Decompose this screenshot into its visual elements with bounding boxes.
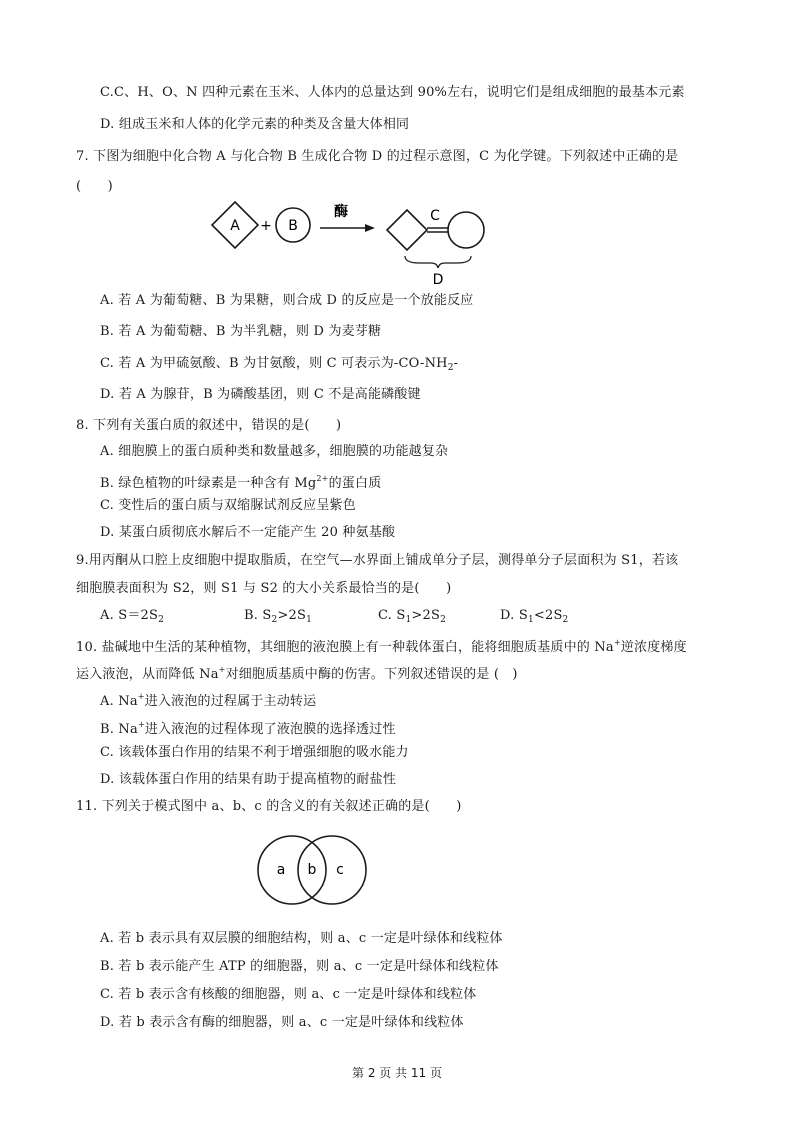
q9-option-c-sub2: 2 (440, 615, 447, 625)
q9-option-c-sub1: 1 (405, 615, 412, 625)
q10-option-a-sup: + (137, 692, 145, 701)
q11-option-c: C. 若 b 表示含有核酸的细胞器，则 a、c 一定是叶绿体和线粒体 (100, 987, 477, 1002)
q7-option-c-end: - (453, 356, 459, 371)
q11-stem: 11. 下列关于模式图中 a、b、c 的含义的有关叙述正确的是( ) (76, 799, 462, 814)
plus-sign: + (260, 218, 272, 234)
label-a: A (230, 218, 240, 234)
q7-option-a: A. 若 A 为葡萄糖、B 为果糖，则合成 D 的反应是一个放能反应 (100, 293, 474, 308)
q10-option-d: D. 该载体蛋白作用的结果有助于提高植物的耐盐性 (100, 772, 397, 787)
circle-d (448, 212, 484, 248)
q11-option-d: D. 若 b 表示含有酶的细胞器，则 a、c 一定是叶绿体和线粒体 (100, 1015, 464, 1030)
q9-option-b-text: B. S (244, 608, 272, 623)
page-footer: 第 2 页 共 11 页 (352, 1066, 442, 1080)
q7-option-b: B. 若 A 为葡萄糖、B 为半乳糖，则 D 为麦芽糖 (100, 324, 382, 339)
venn-label-b: b (307, 862, 317, 878)
q8-option-b-end: 的蛋白质 (328, 476, 382, 491)
q9-option-c (378, 607, 446, 629)
venn-label-a: a (276, 862, 286, 878)
q11-option-b: B. 若 b 表示能产生 ATP 的细胞器，则 a、c 一定是叶绿体和线粒体 (100, 959, 499, 974)
q9-option-c-mid: >2S (411, 608, 441, 623)
q8-option-b-sup: 2+ (316, 474, 329, 483)
q10-option-b-sup: + (137, 720, 145, 729)
q10-stem2-end: 对细胞质基质中酶的伤害。下列叙述错误的是 ( ) (225, 667, 518, 682)
q9-stem-line2: 细胞膜表面积为 S2，则 S1 与 S2 的大小关系最恰当的是( ) (76, 581, 452, 596)
q7-stem: 7. 下图为细胞中化合物 A 与化合物 B 生成化合物 D 的过程示意图，C 为化学键。下列叙述中正确的是 (76, 149, 679, 164)
q10-option-a-end: 进入液泡的过程属于主动转运 (144, 694, 317, 709)
q8-option-d: D. 某蛋白质彻底水解后不一定能产生 20 种氨基酸 (100, 525, 396, 540)
q11-option-a: A. 若 b 表示具有双层膜的细胞结构，则 a、c 一定是叶绿体和线粒体 (100, 931, 503, 946)
q8-option-b (100, 470, 381, 493)
diamond-d (387, 210, 427, 250)
arrow-head (365, 224, 375, 232)
q10-stem2-text: 运入液泡，从而降低 Na (76, 667, 219, 682)
brace-d (405, 256, 471, 268)
q10-stem-line2 (76, 661, 518, 684)
q7-option-c-sub: 2 (447, 363, 454, 373)
q9-option-b (244, 607, 312, 629)
bond-label-c: C (430, 208, 440, 224)
q9-option-d (500, 607, 568, 629)
q6-option-c: C.C、H、O、N 四种元素在玉米、人体内的总量达到 90%左右，说明它们是组成细胞的最基本元素 (100, 85, 685, 100)
q10-option-c: C. 该载体蛋白作用的结果不利于增强细胞的吸水能力 (100, 745, 409, 760)
q9-option-a-sub: 2 (158, 615, 165, 625)
q9-option-d-sub2: 2 (562, 615, 569, 625)
q9-option-d-text: D. S (500, 608, 528, 623)
q9-option-a (100, 607, 164, 629)
q7-option-c (100, 355, 458, 377)
q8-stem: 8. 下列有关蛋白质的叙述中，错误的是( ) (76, 418, 342, 433)
q8-option-c: C. 变性后的蛋白质与双缩脲试剂反应呈紫色 (100, 498, 356, 513)
q9-option-a-text: A. S＝2S (100, 608, 159, 623)
label-b: B (288, 218, 298, 234)
venn-label-c: c (336, 862, 344, 878)
q10-stem1-sup: + (613, 638, 621, 647)
q10-option-b-text: B. Na (100, 722, 138, 737)
q10-stem2-sup: + (218, 665, 226, 674)
q7-option-c-text: C. 若 A 为甲硫氨酸、B 为甘氨酸，则 C 可表示为-CO-NH (100, 356, 448, 371)
q10-option-b-end: 进入液泡的过程体现了液泡膜的选择透过性 (144, 722, 396, 737)
q9-option-b-mid: >2S (277, 608, 307, 623)
q6-option-d: D. 组成玉米和人体的化学元素的种类及含量大体相同 (100, 117, 410, 132)
q8-option-a: A. 细胞膜上的蛋白质种类和数量越多，细胞膜的功能越复杂 (100, 444, 449, 459)
q7-paren: ( ) (76, 179, 113, 194)
q9-option-d-sub1: 1 (527, 615, 534, 625)
q10-stem1-end: 逆浓度梯度 (620, 640, 687, 655)
q8-option-b-text: B. 绿色植物的叶绿素是一种含有 Mg (100, 476, 317, 491)
q7-reaction-diagram (205, 196, 505, 288)
q10-option-a (100, 688, 316, 711)
q9-option-b-sub2: 1 (306, 615, 313, 625)
label-d: D (432, 272, 444, 288)
q9-option-d-mid: <2S (533, 608, 563, 623)
q10-stem1-text: 10. 盐碱地中生活的某种植物，其细胞的液泡膜上有一种载体蛋白，能将细胞质基质中的 Na (76, 640, 614, 655)
q9-option-c-text: C. S (378, 608, 406, 623)
q9-option-b-sub1: 2 (271, 615, 278, 625)
q10-option-b (100, 716, 396, 739)
q10-stem-line1 (76, 634, 687, 657)
q10-option-a-text: A. Na (100, 694, 138, 709)
q11-venn-diagram (248, 832, 374, 908)
q9-stem-line1: 9.用丙酮从口腔上皮细胞中提取脂质，在空气—水界面上铺成单分子层，测得单分子层面积为 S1，若该 (76, 553, 679, 568)
enzyme-label: 酶 (334, 204, 348, 220)
q7-option-d: D. 若 A 为腺苷，B 为磷酸基团，则 C 不是高能磷酸键 (100, 387, 421, 402)
